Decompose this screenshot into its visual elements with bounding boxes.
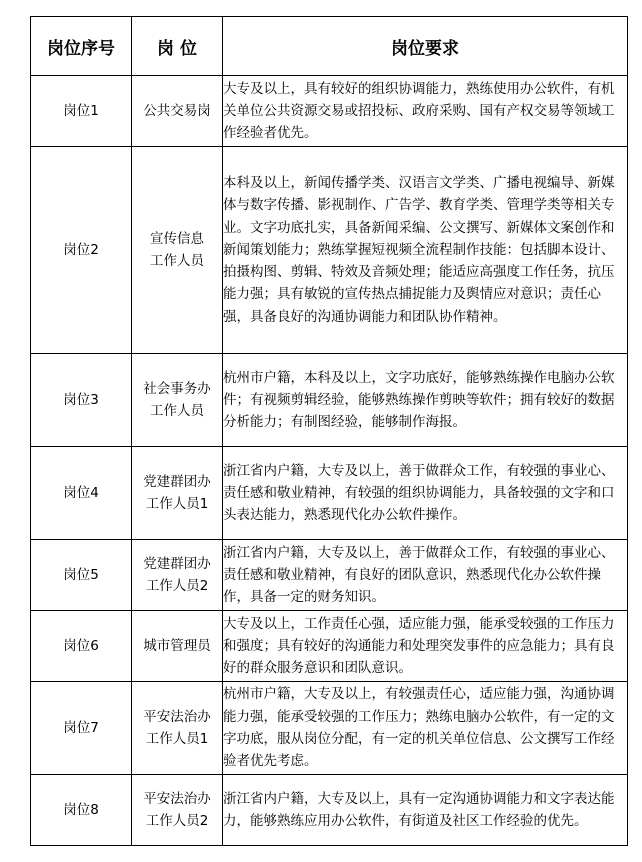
position-name-line: 公共交易岗 bbox=[143, 103, 211, 119]
position-name-line: 工作人员2 bbox=[145, 578, 209, 594]
position-name bbox=[132, 147, 223, 354]
position-name bbox=[132, 682, 223, 775]
position-name-line: 工作人员2 bbox=[145, 813, 209, 829]
table-row bbox=[31, 775, 628, 846]
header-requirements: 岗位要求 bbox=[223, 17, 628, 76]
position-name bbox=[132, 76, 223, 147]
position-requirements: 浙江省内户籍，大专及以上，善于做群众工作，有较强的事业心、责任感和敬业精神，有良好的团队意识，熟悉现代化办公软件操作，具备一定的财务知识。 bbox=[223, 540, 628, 611]
table-row bbox=[31, 76, 628, 147]
header-row bbox=[31, 17, 628, 76]
position-name bbox=[132, 354, 223, 447]
position-id: 岗位1 bbox=[31, 76, 132, 147]
position-id: 岗位4 bbox=[31, 447, 132, 540]
position-name bbox=[132, 447, 223, 540]
table-row bbox=[31, 354, 628, 447]
position-requirements: 浙江省内户籍，大专及以上，善于做群众工作，有较强的事业心、责任感和敬业精神，有较强的组织协调能力，具备较强的文字和口头表达能力，熟悉现代化办公软件操作。 bbox=[223, 447, 628, 540]
position-requirements: 本科及以上，新闻传播学类、汉语言文学类、广播电视编导、新媒体与数字传播、影视制作、广告学、教育学类、管理学类等相关专业。文字功底扎实，具备新闻采编、公文撰写、新媒体文案创作和新闻策划能力；熟练掌握短视频全流程制作技能：包括脚本设计、拍摄构图、剪辑、特效及音频处理；能适应高强度工作任务，抗压能力强；具有敏锐的宣传热点捕捉能力及舆情应对意识；责任心强，具备良好的沟通协调能力和团队协作精神。 bbox=[223, 147, 628, 354]
position-id: 岗位2 bbox=[31, 147, 132, 354]
table-row bbox=[31, 540, 628, 611]
position-requirements: 杭州市户籍，本科及以上，文字功底好，能够熟练操作电脑办公软件；有视频剪辑经验，能够熟练操作剪映等软件；拥有较好的数据分析能力；有制图经验，能够制作海报。 bbox=[223, 354, 628, 447]
table-row bbox=[31, 682, 628, 775]
header-position-name: 岗 位 bbox=[132, 17, 223, 76]
header-position-id: 岗位序号 bbox=[31, 17, 132, 76]
position-name-line: 平安法治办 bbox=[143, 709, 211, 725]
position-id: 岗位8 bbox=[31, 775, 132, 846]
position-name bbox=[132, 611, 223, 682]
position-name-line: 工作人员 bbox=[150, 403, 204, 419]
position-requirements: 杭州市户籍，大专及以上，有较强责任心，适应能力强，沟通协调能力强，能承受较强的工作压力；熟练电脑办公软件，有一定的文字功底，服从岗位分配，有一定的机关单位信息、公文撰写工作经验者优先考虑。 bbox=[223, 682, 628, 775]
position-name-line: 工作人员1 bbox=[145, 731, 209, 747]
table-row bbox=[31, 147, 628, 354]
position-name bbox=[132, 540, 223, 611]
job-requirements-table bbox=[30, 16, 628, 846]
position-name-line: 党建群团办 bbox=[143, 556, 211, 572]
position-name-line: 城市管理员 bbox=[143, 638, 211, 654]
position-name-line: 党建群团办 bbox=[143, 474, 211, 490]
position-requirements: 大专及以上，具有较好的组织协调能力，熟练使用办公软件，有机关单位公共资源交易或招投标、政府采购、国有产权交易等领域工作经验者优先。 bbox=[223, 76, 628, 147]
position-name-line: 工作人员 bbox=[150, 253, 204, 269]
position-name-line: 平安法治办 bbox=[143, 791, 211, 807]
position-id: 岗位3 bbox=[31, 354, 132, 447]
position-requirements: 浙江省内户籍，大专及以上，具有一定沟通协调能力和文字表达能力，能够熟练应用办公软件，有街道及社区工作经验的优先。 bbox=[223, 775, 628, 846]
position-id: 岗位6 bbox=[31, 611, 132, 682]
position-name bbox=[132, 775, 223, 846]
table-row bbox=[31, 447, 628, 540]
position-name-line: 工作人员1 bbox=[145, 496, 209, 512]
table-row bbox=[31, 611, 628, 682]
position-name-line: 社会事务办 bbox=[143, 381, 211, 397]
position-requirements: 大专及以上，工作责任心强，适应能力强，能承受较强的工作压力和强度；具有较好的沟通能力和处理突发事件的应急能力；具有良好的群众服务意识和团队意识。 bbox=[223, 611, 628, 682]
position-name-line: 宣传信息 bbox=[150, 231, 204, 247]
position-id: 岗位7 bbox=[31, 682, 132, 775]
position-id: 岗位5 bbox=[31, 540, 132, 611]
